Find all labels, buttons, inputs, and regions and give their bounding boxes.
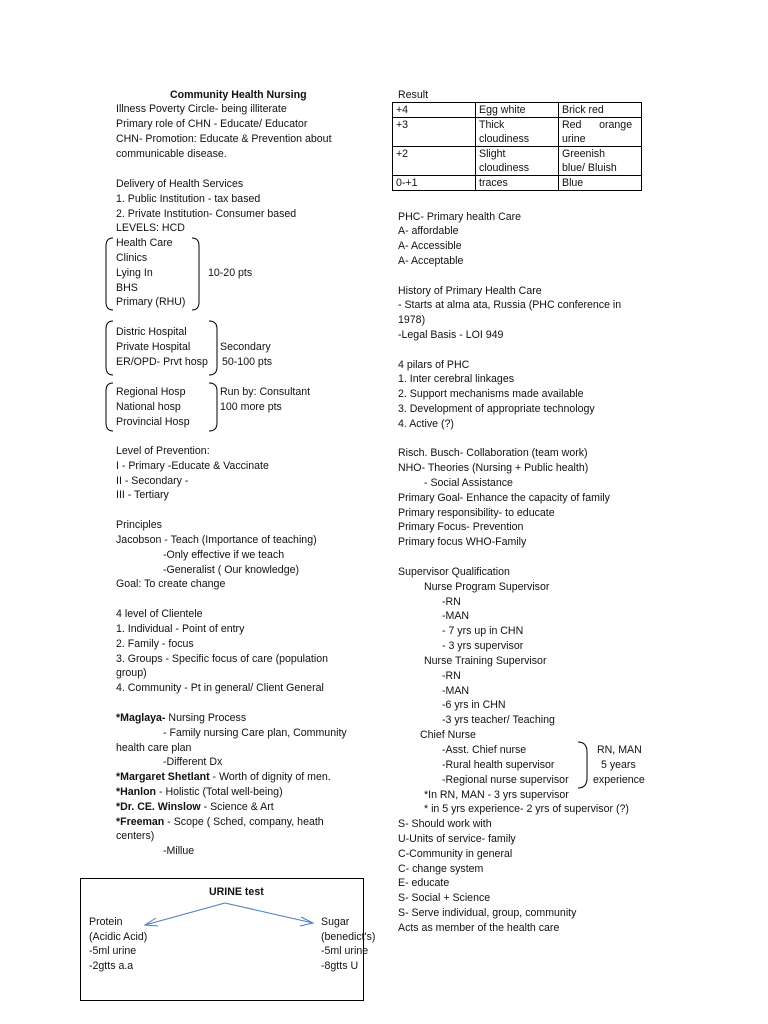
theorist-line: -Different Dx	[163, 756, 223, 768]
table-cell: Red orange urine	[559, 118, 642, 147]
theorist-line	[116, 770, 331, 784]
principles-line: Jacobson - Teach (Importance of teaching)	[116, 534, 317, 546]
chief-note: 5 years	[601, 759, 636, 771]
supervisor-title: Supervisor Qualification	[398, 566, 510, 578]
supervisor-note: * in 5 yrs experience- 2 yrs of supervisor (?)	[424, 803, 629, 815]
table-cell: +3	[393, 118, 476, 147]
table-cell: 0-+1	[393, 176, 476, 191]
chief-note: RN, MAN	[597, 744, 642, 756]
level-item: Primary (RHU)	[116, 296, 186, 308]
misc-line: NHO- Theories (Nursing + Public health)	[398, 462, 589, 474]
history-line: 1978)	[398, 314, 426, 326]
supervisor-item: -3 yrs teacher/ Teaching	[442, 714, 555, 726]
table-cell: Greenish blue/ Bluish	[559, 147, 642, 176]
principles-line: -Generalist ( Our knowledge)	[163, 564, 300, 576]
chief-note: experience	[593, 774, 645, 786]
table-cell: traces	[476, 176, 559, 191]
table-cell: Egg white	[476, 103, 559, 118]
misc-line: Primary Goal- Enhance the capacity of family	[398, 492, 610, 504]
urine-test-box	[80, 878, 376, 1001]
page-title: Community Health Nursing	[170, 89, 307, 101]
clientele-line: group)	[116, 667, 147, 679]
table-cell: Brick red	[559, 103, 642, 118]
prevention-line: I - Primary -Educate & Vaccinate	[116, 460, 269, 472]
theorist-line	[116, 800, 274, 814]
supervisor-item: -6 yrs in CHN	[442, 699, 506, 711]
delivery-line: 2. Private Institution- Consumer based	[116, 208, 297, 220]
table-row	[393, 103, 642, 118]
principles-line: -Only effective if we teach	[163, 549, 285, 561]
level-note: 100 more pts	[220, 401, 282, 413]
susces-line: S- Serve individual, group, community	[398, 907, 577, 919]
clientele-line: 3. Groups - Specific focus of care (population	[116, 653, 328, 665]
intro-line: Illness Poverty Circle- being illiterate	[116, 103, 287, 115]
level-note: Secondary	[220, 341, 271, 353]
delivery-line: Delivery of Health Services	[116, 178, 244, 190]
misc-line: Primary Focus- Prevention	[398, 521, 524, 533]
supervisor-heading: Nurse Program Supervisor	[424, 581, 550, 593]
theorist-name: *Freeman	[116, 816, 165, 828]
level-item: Provincial Hosp	[116, 416, 190, 428]
urine-protein-line: (Acidic Acid)	[89, 931, 148, 943]
clientele-line: 2. Family - focus	[116, 638, 194, 650]
supervisor-item: -Rural health supervisor	[442, 759, 555, 771]
supervisor-item: -RN	[442, 596, 461, 608]
susces-line: C- change system	[398, 863, 484, 875]
table-row	[393, 118, 642, 147]
result-label: Result	[398, 89, 429, 101]
intro-line: Primary role of CHN - Educate/ Educator	[116, 118, 308, 130]
theorist-desc: - Science & Art	[200, 801, 274, 813]
theorist-line: health care plan	[116, 742, 192, 754]
theorist-line	[116, 815, 324, 829]
phc-line: A- affordable	[398, 225, 459, 237]
principles-line: Goal: To create change	[116, 578, 226, 590]
urine-protein-line: -5ml urine	[89, 945, 137, 957]
supervisor-heading: Chief Nurse	[420, 729, 476, 741]
theorist-name: *Hanlon	[116, 786, 157, 798]
theorist-desc: Nursing Process	[165, 712, 247, 724]
phc-line: A- Accessible	[398, 240, 462, 252]
table-cell: +2	[393, 147, 476, 176]
level-item: Private Hospital	[116, 341, 191, 353]
urine-sugar-line: (benedict's)	[321, 931, 376, 943]
theorist-desc: - Worth of dignity of men.	[209, 771, 331, 783]
prevention-line: II - Secondary -	[116, 475, 189, 487]
chief-bracket	[576, 740, 592, 790]
intro-line: CHN- Promotion: Educate & Prevention about	[116, 133, 332, 145]
phc-line: A- Acceptable	[398, 255, 464, 267]
delivery-line: LEVELS: HCD	[116, 222, 185, 234]
theorist-name: *Maglaya-	[116, 712, 166, 724]
supervisor-item: - 7 yrs up in CHN	[442, 625, 524, 637]
pillars-line: 4 pilars of PHC	[398, 359, 470, 371]
table-cell: Blue	[559, 176, 642, 191]
supervisor-item: -Asst. Chief nurse	[442, 744, 527, 756]
supervisor-item: -MAN	[442, 685, 470, 697]
urine-sugar-line: -8gtts U	[321, 960, 359, 972]
theorist-line: centers)	[116, 830, 155, 842]
theorist-line: - Family nursing Care plan, Community	[163, 727, 347, 739]
level-note: Run by: Consultant	[220, 386, 311, 398]
susces-line: C-Community in general	[398, 848, 513, 860]
susces-line: S- Should work with	[398, 818, 492, 830]
prevention-line: III - Tertiary	[116, 489, 169, 501]
principles-line: Principles	[116, 519, 162, 531]
level-item: Regional Hosp	[116, 386, 186, 398]
theorist-name: *Dr. CE. Winslow	[116, 801, 201, 813]
susces-line: U-Units of service- family	[398, 833, 516, 845]
level-item: ER/OPD- Prvt hosp	[116, 356, 208, 368]
supervisor-item: - 3 yrs supervisor	[442, 640, 524, 652]
intro-line: communicable disease.	[116, 148, 227, 160]
level-note: 50-100 pts	[222, 356, 273, 368]
level-note: 10-20 pts	[208, 267, 253, 279]
supervisor-item: -Regional nurse supervisor	[442, 774, 569, 786]
urine-protein-line: -2gtts a.a	[89, 960, 134, 972]
theorist-name: *Margaret Shetlant	[116, 771, 210, 783]
supervisor-item: -MAN	[442, 610, 470, 622]
level-item: Clinics	[116, 252, 148, 264]
level-item: Lying In	[116, 267, 153, 279]
misc-line: Primary focus WHO-Family	[398, 536, 527, 548]
urine-sugar-line: -5ml urine	[321, 945, 369, 957]
level-item: Health Care	[116, 237, 173, 249]
pillars-line: 2. Support mechanisms made available	[398, 388, 584, 400]
theorist-desc: - Holistic (Total well-being)	[156, 786, 283, 798]
urine-sugar-line: Sugar	[321, 916, 350, 928]
theorist-desc: - Scope ( Sched, company, heath	[164, 816, 324, 828]
supervisor-heading: Nurse Training Supervisor	[424, 655, 547, 667]
theorist-line	[116, 785, 283, 799]
pillars-line: 1. Inter cerebral linkages	[398, 373, 515, 385]
history-line: History of Primary Health Care	[398, 285, 542, 297]
delivery-line: 1. Public Institution - tax based	[116, 193, 261, 205]
level-item: BHS	[116, 282, 138, 294]
clientele-line: 1. Individual - Point of entry	[116, 623, 245, 635]
clientele-line: 4. Community - Pt in general/ Client General	[116, 682, 324, 694]
misc-line: - Social Assistance	[424, 477, 513, 489]
table-cell: Slight cloudiness	[476, 147, 559, 176]
supervisor-note: *In RN, MAN - 3 yrs supervisor	[424, 789, 569, 801]
supervisor-item: -RN	[442, 670, 461, 682]
urine-title: URINE test	[209, 886, 264, 898]
table-cell: Thick cloudiness	[476, 118, 559, 147]
susces-line: E- educate	[398, 877, 450, 889]
misc-line: Primary responsibility- to educate	[398, 507, 555, 519]
table-row	[393, 176, 642, 191]
result-table	[392, 102, 642, 191]
level-item: National hosp	[116, 401, 181, 413]
table-row	[393, 147, 642, 176]
history-line: -Legal Basis - LOI 949	[398, 329, 504, 341]
pillars-line: 3. Development of appropriate technology	[398, 403, 595, 415]
history-line: - Starts at alma ata, Russia (PHC conference in	[398, 299, 622, 311]
table-cell: +4	[393, 103, 476, 118]
susces-line: S- Social + Science	[398, 892, 491, 904]
misc-line: Risch. Busch- Collaboration (team work)	[398, 447, 588, 459]
clientele-line: 4 level of Clientele	[116, 608, 203, 620]
prevention-line: Level of Prevention:	[116, 445, 210, 457]
urine-protein-line: Protein	[89, 916, 123, 928]
pillars-line: 4. Active (?)	[398, 418, 454, 430]
susces-line: Acts as member of the health care	[398, 922, 560, 934]
level-item: Distric Hospital	[116, 326, 187, 338]
theorist-line	[116, 711, 246, 725]
theorist-line: -Millue	[163, 845, 195, 857]
phc-line: PHC- Primary health Care	[398, 211, 522, 223]
